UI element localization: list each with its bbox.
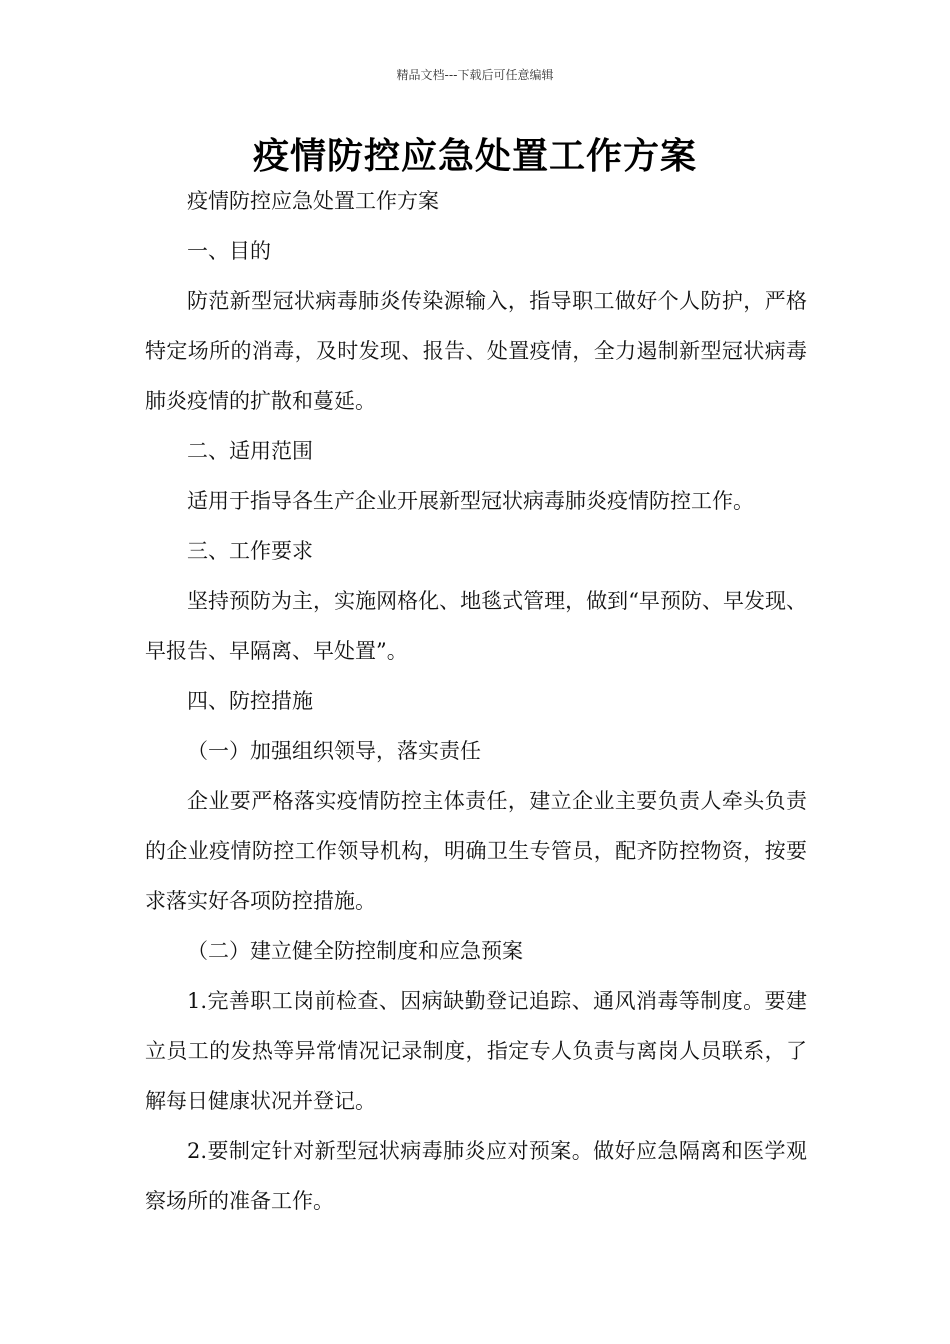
section-heading-purpose: 一、目的 [187, 239, 271, 263]
paragraph-purpose: 防范新型冠状病毒肺炎传染源输入，指导职工做好个人防护，严格特定场所的消毒，及时发现、报告、处置疫情，全力遏制新型冠状病毒肺炎疫情的扩散和蔓延。 [145, 289, 807, 413]
paragraph-scope: 适用于指导各生产企业开展新型冠状病毒肺炎疫情防控工作。 [187, 489, 754, 513]
paragraph-measures-1: 企业要严格落实疫情防控主体责任，建立企业主要负责人牵头负责的企业疫情防控工作领导机构，明确卫生专管员，配齐防控物资，按要求落实好各项防控措施。 [145, 789, 807, 913]
subsection-heading-2: （二）建立健全防控制度和应急预案 [187, 939, 523, 963]
section-heading-scope: 二、适用范围 [187, 439, 313, 463]
paragraph-requirements: 坚持预防为主，实施网格化、地毯式管理，做到“早预防、早发现、早报告、早隔离、早处置”。 [145, 589, 807, 663]
document-body [145, 176, 807, 1226]
paragraph-subtitle: 疫情防控应急处置工作方案 [187, 189, 439, 213]
section-heading-requirements: 三、工作要求 [187, 539, 313, 563]
paragraph-item-1: 1.完善职工岗前检查、因病缺勤登记追踪、通风消毒等制度。要建立员工的发热等异常情况记录制度，指定专人负责与离岗人员联系，了解每日健康状况并登记。 [145, 989, 807, 1113]
document-title: 疫情防控应急处置工作方案 [252, 136, 697, 177]
section-heading-measures: 四、防控措施 [187, 689, 313, 713]
paragraph-item-2: 2.要制定针对新型冠状病毒肺炎应对预案。做好应急隔离和医学观察场所的准备工作。 [145, 1139, 807, 1213]
header-note: 精品文档---下载后可任意编辑 [396, 68, 554, 82]
subsection-heading-1: （一）加强组织领导，落实责任 [187, 739, 481, 763]
